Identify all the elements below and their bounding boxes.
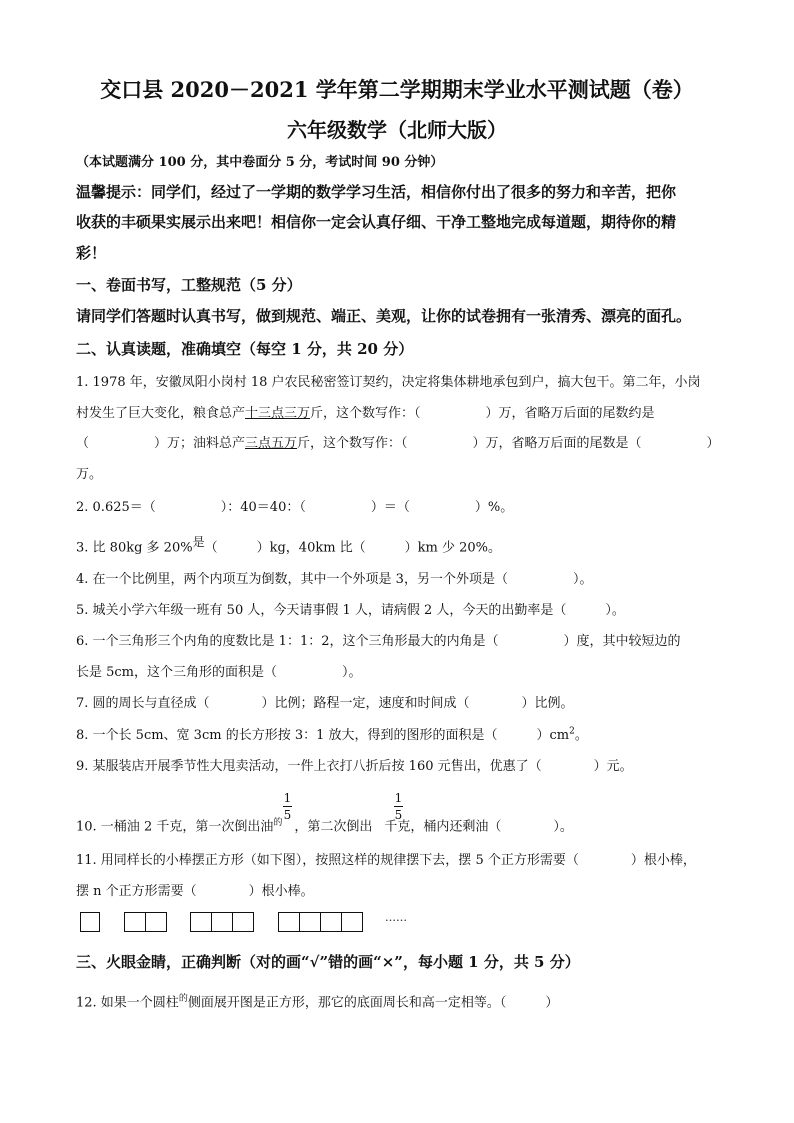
q2-line: 2. 0.625＝（ ）：40＝40：（ ）＝（ ）%。	[76, 500, 514, 515]
q11-line-2: 摆 n 个正方形需要（ ）根小棒。	[76, 884, 314, 899]
q3-text-a: 3. 比 80kg 多 20%	[76, 540, 193, 556]
q10-frac-2-den: 5	[394, 808, 403, 822]
q10-de-1: 的	[273, 818, 283, 828]
q3-text-b: （ ）kg，40km 比（ ）km 少 20%。	[204, 540, 502, 556]
q5-line: 5. 城关小学六年级一班有 50 人，今天请事假 1 人，请病假 2 人，今天的出勤率是（ ）。	[76, 603, 625, 618]
q10-frac-1-num: 1	[283, 791, 292, 805]
one-square-figure	[80, 912, 100, 932]
q1-grain-amount: 十三点三万	[245, 406, 311, 421]
section-1-text: 请同学们答题时认真书写，做到规范、端正、美观，让你的试卷拥有一张清秀、漂亮的面孔。	[76, 307, 692, 325]
q10-frac-2-num: 1	[394, 791, 403, 805]
q1-oil-amount: 三点五万	[245, 436, 298, 451]
exam-title: 交口县 2020－2021 学年第二学期期末学业水平测试题（卷）	[100, 77, 694, 102]
q3-raised-char: 是	[192, 535, 205, 549]
q1-line-2-text-b: 斤，这个数写作：（ ）万，省略万后面的尾数约是	[310, 406, 655, 421]
q6-line-2: 长是 5cm，这个三角形的面积是（ ）。	[76, 665, 362, 680]
q10-fraction-1	[283, 791, 292, 822]
four-squares-figure	[278, 912, 363, 932]
q10-frac-1-den: 5	[283, 808, 292, 822]
q10-fraction-2	[394, 791, 403, 822]
section-1-heading: 一、卷面书写，工整规范（5 分）	[76, 276, 302, 294]
q12-de: 的	[178, 994, 188, 1004]
q9-line: 9. 某服装店开展季节性大甩卖活动，一件上衣打八折后按 160 元售出，优惠了（ ）元。	[76, 759, 633, 774]
q7-line: 7. 圆的周长与直径成（ ）比例；路程一定，速度和时间成（ ）比例。	[76, 696, 574, 711]
tip-line-2: 收获的丰硕果实展示出来吧！相信你一定会认真仔细、干净工整地完成每道题，期待你的精	[76, 213, 677, 231]
q6-line-1: 6. 一个三角形三个内角的度数比是 1：1：2，这个三角形最大的内角是（ ）度，其中较短边的	[76, 634, 681, 649]
q8-superscript: 2	[569, 726, 575, 737]
q8-text-b: 。	[574, 728, 588, 743]
section-2-heading: 二、认真读题，准确填空（每空 1 分，共 20 分）	[76, 340, 414, 358]
tip-line-3: 彩！	[76, 244, 107, 262]
exam-subtitle: 六年级数学（北师大版）	[287, 118, 507, 142]
q1-line-2	[76, 402, 655, 421]
q1-line-3-text-a: （ ）万；油料总产	[76, 436, 246, 451]
section-3-heading: 三、火眼金睛，正确判断（对的画“√”错的画“×”，每小题 1 分，共 5 分）	[76, 953, 580, 971]
q10-text-b: ，第二次倒出	[294, 819, 373, 835]
q10-frac-1-bar	[283, 806, 292, 807]
three-squares-figure	[190, 912, 254, 932]
tip-line-1: 温馨提示：同学们，经过了一学期的数学学习生活，相信你付出了很多的努力和辛苦，把你	[76, 183, 677, 201]
q8-line	[76, 724, 588, 743]
q3-line	[76, 533, 501, 555]
two-squares-figure	[124, 912, 167, 932]
q1-line-1: 1. 1978 年，安徽凤阳小岗村 18 户农民秘密签订契约，决定将集体耕地承包到户，搞大包干。第二年，小岗	[76, 375, 701, 390]
q1-line-3-text-b: 斤，这个数写作：（ ）万，省略万后面的尾数是（ ）	[297, 436, 720, 451]
q4-line: 4. 在一个比例里，两个内项互为倒数，其中一个外项是 3，另一个外项是（ ）。	[76, 572, 593, 587]
q11-line-1: 11. 用同样长的小棒摆正方形（如下图），按照这样的规律摆下去，摆 5 个正方形需要（ ）根小棒，	[76, 853, 696, 868]
q10-text-c: 千克，桶内还剩油（ ）。	[384, 819, 573, 835]
q12-line	[76, 991, 558, 1010]
q1-line-4: 万。	[76, 467, 103, 482]
q10-line	[76, 815, 573, 834]
q8-text-a: 8. 一个长 5cm、宽 3cm 的长方形按 3：1 放大，得到的图形的面积是（ ）cm	[76, 728, 570, 743]
q1-line-3	[76, 432, 720, 451]
exam-note: （本试题满分 100 分，其中卷面分 5 分，考试时间 90 分钟）	[76, 155, 444, 170]
q12-text-a: 12. 如果一个圆柱	[76, 995, 179, 1011]
pattern-ellipsis: ……	[385, 911, 407, 924]
q10-text-a: 10. 一桶油 2 千克，第一次倒出油	[76, 819, 274, 835]
q12-text-b: 侧面展开图是正方形，那它的底面周长和高一定相等。（ ）	[187, 995, 559, 1011]
q1-line-2-text-a: 村发生了巨大变化，粮食总产	[76, 406, 246, 421]
q10-frac-2-bar	[394, 806, 403, 807]
